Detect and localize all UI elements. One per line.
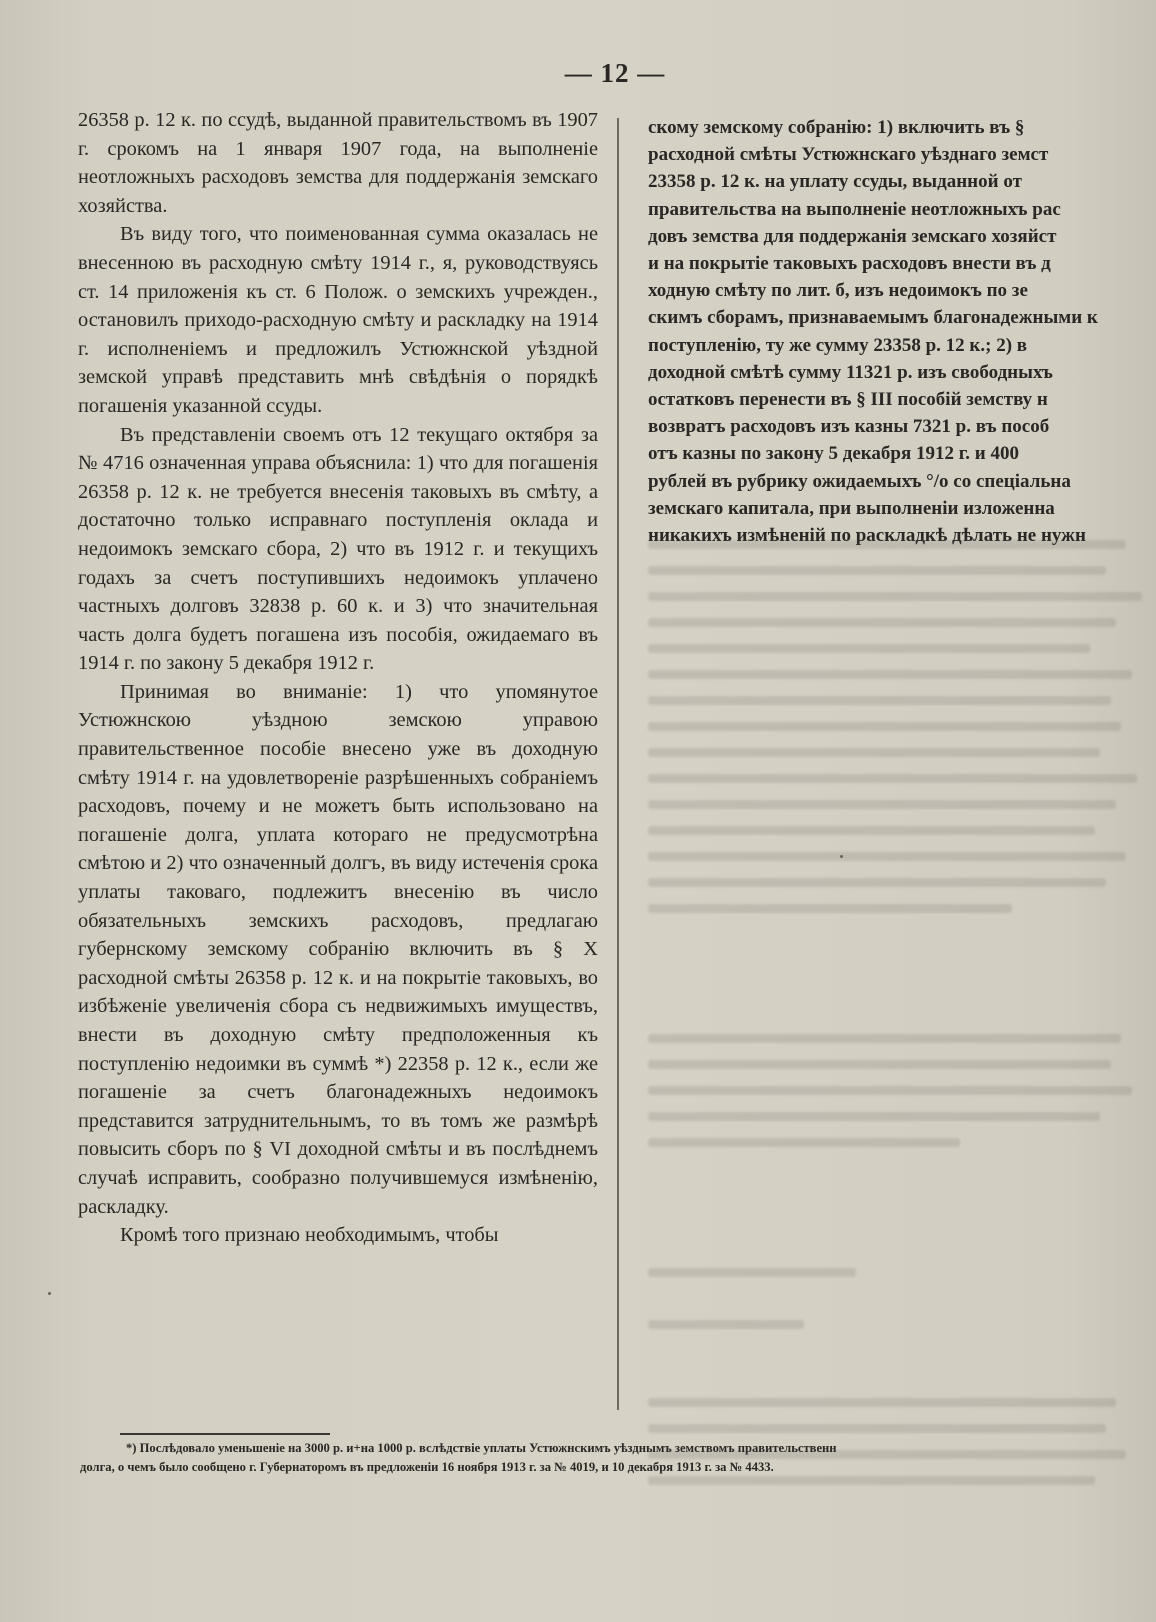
text-line: земскаго капитала, при выполненіи изложенна: [648, 497, 1055, 519]
paragraph: Кромѣ того признаю необходимымъ, чтобы: [120, 1224, 499, 1247]
bleed-through-line: [648, 1112, 1100, 1121]
bleed-through-line: [648, 826, 1095, 835]
bleed-through-line: [648, 1086, 1132, 1095]
text-line: возвратъ расходовъ изъ казны 7321 р. въ пособ: [648, 416, 1050, 438]
text-line: ходную смѣту по лит. б, изъ недоимокъ по зе: [648, 280, 1028, 302]
page-number: — 12 —: [564, 58, 666, 88]
text-line: и на покрытіе таковыхъ расходовъ внести въ д: [648, 253, 1051, 275]
bleed-through-line: [648, 1268, 856, 1277]
bleed-through-line: [648, 1398, 1116, 1407]
bleed-through-line: [648, 904, 1012, 913]
right-column: [648, 114, 1156, 549]
text-line: рублей въ рубрику ожидаемыхъ °/o со спеціальна: [648, 470, 1071, 492]
text-line: скому земскому собранію: 1) включить въ §: [648, 117, 1025, 138]
paragraph: Въ виду того, что поименованная сумма оказалась не внесенною въ расходную смѣту 1914 г., я, руководствуясь ст. 14 приложенія къ ст. 6 Полож. о земскихъ учрежден., остановилъ приходо-расходную смѣту и раскладку на 1914 г. исполненіемъ и предложилъ Устюжнской уѣздной земской управѣ представить мнѣ свѣдѣнія о порядкѣ погашенія указанной ссуды.: [78, 223, 598, 417]
bleed-through-line: [648, 566, 1106, 575]
bleed-through-line: [648, 1424, 1106, 1433]
paper-speck: [840, 855, 843, 858]
bleed-through-line: [648, 878, 1106, 887]
text-line: расходной смѣты Устюжнскаго уѣзднаго земст: [648, 144, 1049, 166]
text-line: довъ земства для поддержанія земскаго хозяйст: [648, 225, 1057, 247]
paper-speck: [48, 1292, 51, 1295]
footnote-line: *) Послѣдовало уменьшеніе на 3000 р. и+на 1000 р. вслѣдствіе уплаты Устюжнскимъ уѣзднымъ земствомъ правительственн: [126, 1441, 837, 1455]
text-line: правительства на выполненіе неотложныхъ рас: [648, 198, 1061, 220]
bleed-through-line: [648, 1060, 1111, 1069]
bleed-through-line: [648, 1034, 1121, 1043]
bleed-through-line: [648, 592, 1142, 601]
bleed-through-line: [648, 748, 1100, 757]
paragraph: Въ представленіи своемъ отъ 12 текущаго октября за № 4716 означенная управа объяснила: 1) что для погашенія 26358 р. 12 к. не требуется внесенія таковыхъ въ смѣту, а достаточно только исправнаго поступленія оклада и недоимокъ земскаго сбора, 2) что въ 1912 г. и текущихъ годахъ за счетъ поступившихъ недоимокъ уплачено частныхъ долговъ 32838 р. 60 к. и 3) что значительная часть долга будетъ погашена изъ пособія, ожидаемаго въ 1914 г. по закону 5 декабря 1912 г.: [78, 423, 598, 675]
bleed-through-line: [648, 722, 1121, 731]
bleed-through-line: [648, 618, 1116, 627]
text-line: 23358 р. 12 к. на уплату ссуды, выданной от: [648, 171, 1022, 193]
footnote-rule: [120, 1433, 330, 1435]
bleed-through-line: [648, 644, 1090, 653]
left-column: [78, 106, 598, 1250]
bleed-through-text: [648, 540, 1156, 1420]
text-line: отъ казны по закону 5 декабря 1912 г. и 400: [648, 443, 1019, 465]
bleed-through-line: [648, 852, 1126, 861]
text-line: доходной смѣтѣ сумму 11321 р. изъ свободныхъ: [648, 361, 1053, 383]
bleed-through-line: [648, 670, 1132, 679]
bleed-through-line: [648, 1320, 804, 1329]
paragraph: 26358 р. 12 к. по ссудѣ, выданной правительствомъ въ 1907 г. срокомъ на 1 января 1907 года, на выполненіе неотложныхъ расходовъ земства для поддержанія земскаго хозяйства.: [78, 109, 598, 217]
bleed-through-line: [648, 696, 1111, 705]
paragraph: Принимая во вниманіе: 1) что упомянутое Устюжнскою уѣздною земскою управою правительственное пособіе внесено уже въ доходную смѣту 1914 г. на удовлетвореніе разрѣшенныхъ собраніемъ расходовъ, почему и не можетъ быть использовано на погашеніе долга, уплата котораго не предусмотрѣна смѣтою и 2) что означенный долгъ, въ виду истеченія срока уплаты таковаго, подлежитъ внесенію въ число обязательныхъ земскихъ расходовъ, предлагаю губернскому земскому собранію включить въ § X расходной смѣты 26358 р. 12 к. и на покрытіе таковыхъ, во избѣженіе увеличенія сбора съ недвижимыхъ имуществъ, внести въ доходную смѣту предположенныя къ поступленію недоимки въ суммѣ *) 22358 р. 12 к., если же погашеніе за счетъ благонадежныхъ недоимокъ представится затруднительнымъ, то въ томъ же размѣрѣ повысить сборъ по § VI доходной смѣты и въ послѣднемъ случаѣ исправить, сообразно получившемуся измѣненію, раскладку.: [78, 680, 598, 1218]
text-line: поступленію, ту же сумму 23358 р. 12 к.; 2) в: [648, 334, 1028, 356]
bleed-through-line: [648, 800, 1116, 809]
bleed-through-line: [648, 774, 1137, 783]
text-line: никакихъ измѣненій по раскладкѣ дѣлать не нужн: [648, 525, 1086, 547]
footnote: [80, 1439, 1156, 1477]
text-line: остатковъ перенести въ § III пособій земству н: [648, 389, 1048, 411]
bleed-through-line: [648, 1476, 1095, 1485]
bleed-through-line: [648, 1138, 960, 1147]
column-divider: [617, 118, 619, 1410]
footnote-line: долга, о чемъ было сообщено г. Губернаторомъ въ предложеніи 16 ноября 1913 г. за № 4019, и 10 декабря 1913 г. за № 4433.: [80, 1460, 774, 1474]
text-line: скимъ сборамъ, признаваемымъ благонадежными к: [648, 307, 1098, 329]
bleed-through-line: [648, 540, 1126, 549]
